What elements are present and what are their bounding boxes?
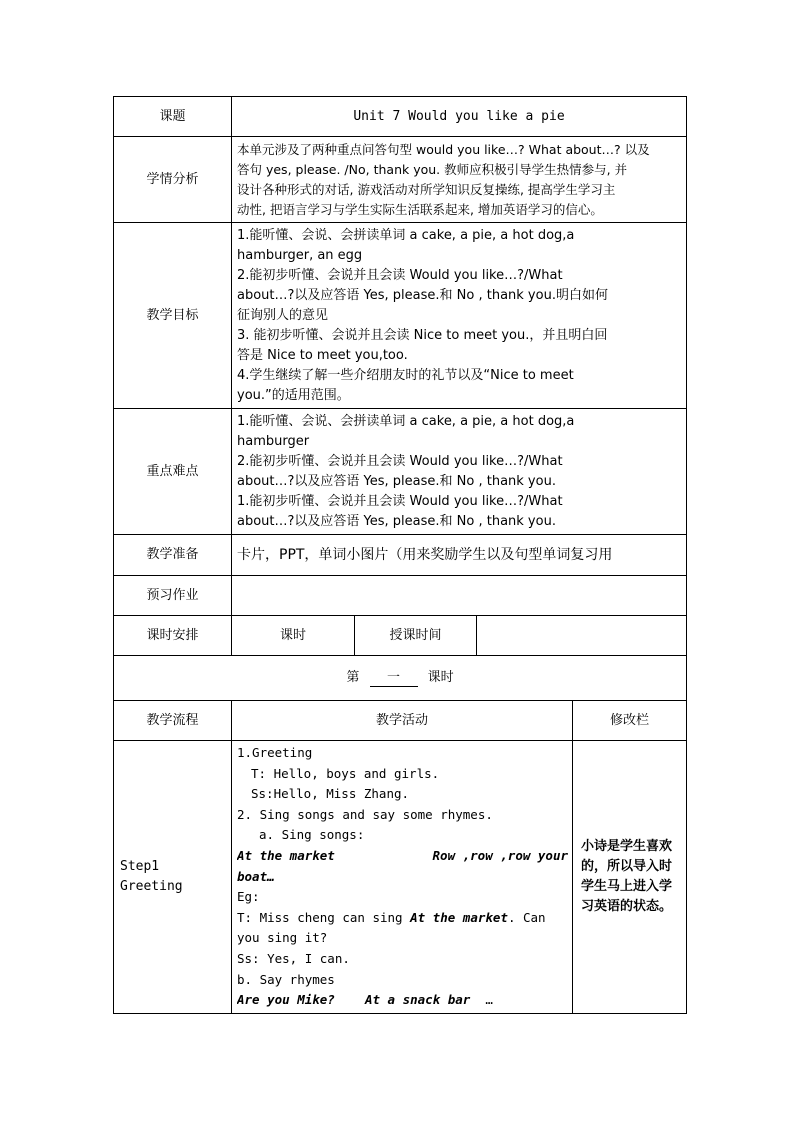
homework-label: 预习作业 bbox=[114, 576, 232, 616]
topic-row bbox=[114, 97, 687, 137]
activity-line: you sing it? bbox=[237, 930, 328, 946]
prep-label: 教学准备 bbox=[114, 535, 232, 576]
process-header: 教学流程 bbox=[114, 701, 232, 741]
period-prefix: 第 bbox=[346, 670, 360, 685]
analysis-row bbox=[114, 137, 687, 223]
schedule-hours-label: 课时 bbox=[232, 616, 355, 656]
goals-line: about…?以及应答语 Yes, please.和 No , thank you.明白如何 bbox=[237, 287, 608, 303]
activity-line: 1.Greeting bbox=[237, 745, 313, 760]
activity-line: Ss:Hello, Miss Zhang. bbox=[251, 786, 410, 802]
activity-line: boat… bbox=[237, 868, 275, 884]
topic-label: 课题 bbox=[114, 97, 232, 137]
prep-value: 卡片，PPT，单词小图片（用来奖励学生以及句型单词复习用 bbox=[232, 535, 687, 576]
activity-line: b. Say rhymes bbox=[237, 971, 335, 987]
song-title: Row ,row ,row your bbox=[432, 847, 568, 863]
goals-label: 教学目标 bbox=[114, 223, 232, 409]
activity-line: Ss: Yes, I can. bbox=[237, 950, 350, 966]
goals-text bbox=[232, 223, 687, 409]
period-row bbox=[114, 656, 687, 701]
key-points-text bbox=[232, 409, 687, 535]
step1-revision-note: 小诗是学生喜欢的，所以导入时学生马上进入学习英语的状态。 bbox=[573, 741, 687, 1014]
period-suffix: 课时 bbox=[427, 670, 454, 685]
activity-header: 教学活动 bbox=[232, 701, 573, 741]
goals-line: 答是 Nice to meet you,too. bbox=[237, 347, 408, 363]
activity-line-example bbox=[237, 908, 568, 929]
goals-line: 征询别人的意见 bbox=[237, 307, 329, 323]
rhyme-title: At a snack bar bbox=[364, 992, 471, 1008]
homework-row bbox=[114, 576, 687, 616]
schedule-time-value bbox=[477, 616, 687, 656]
process-header-row bbox=[114, 701, 687, 741]
activity-line: T: Hello, boys and girls. bbox=[251, 765, 440, 781]
schedule-row bbox=[114, 616, 687, 656]
period-number: 一 bbox=[370, 670, 418, 687]
key-points-line: hamburger bbox=[237, 433, 310, 449]
key-points-line: about…?以及应答语 Yes, please.和 No , thank you. bbox=[237, 473, 556, 489]
step1-label-line: Greeting bbox=[120, 878, 183, 894]
revision-header: 修改栏 bbox=[573, 701, 687, 741]
step1-activity bbox=[232, 741, 573, 1014]
activity-line: a. Sing songs: bbox=[259, 827, 365, 843]
song-title: At the market bbox=[237, 847, 335, 863]
analysis-line: 本单元涉及了两种重点问答句型 would you like…? What about…? 以及 bbox=[237, 141, 650, 157]
activity-line-songs bbox=[237, 846, 568, 867]
homework-value bbox=[232, 576, 687, 616]
key-points-row bbox=[114, 409, 687, 535]
period-heading bbox=[114, 656, 687, 701]
goals-line: 3. 能初步听懂、会说并且会读 Nice to meet you.，并且明白回 bbox=[237, 327, 608, 343]
activity-text: T: Miss cheng can sing bbox=[237, 909, 403, 925]
key-points-line: about…?以及应答语 Yes, please.和 No , thank you. bbox=[237, 513, 556, 529]
goals-line: 1.能听懂、会说、会拼读单词 a cake, a pie, a hot dog,a bbox=[237, 227, 575, 243]
analysis-line: 设计各种形式的对话, 游戏活动对所学知识反复操练, 提高学生学习主 bbox=[237, 181, 616, 197]
key-points-line: 1.能听懂、会说、会拼读单词 a cake, a pie, a hot dog,a bbox=[237, 413, 575, 429]
activity-line: Eg: bbox=[237, 889, 260, 905]
key-points-label: 重点难点 bbox=[114, 409, 232, 535]
activity-text: . Can bbox=[507, 909, 546, 925]
step1-label bbox=[114, 741, 232, 1014]
goals-line: 4.学生继续了解一些介绍朋友时的礼节以及“Nice to meet bbox=[237, 367, 574, 383]
analysis-line: 答句 yes, please. /No, thank you. 教师应积极引导学生热情参与, 并 bbox=[237, 161, 628, 177]
schedule-time-label: 授课时间 bbox=[355, 616, 477, 656]
schedule-label: 课时安排 bbox=[114, 616, 232, 656]
lesson-plan-table bbox=[113, 96, 687, 1014]
activity-line-rhymes bbox=[237, 990, 568, 1011]
prep-row bbox=[114, 535, 687, 576]
goals-line: 2.能初步听懂、会说并且会读 Would you like…?/What bbox=[237, 267, 563, 283]
topic-value: Unit 7 Would you like a pie bbox=[232, 97, 687, 137]
goals-row bbox=[114, 223, 687, 409]
analysis-label: 学情分析 bbox=[114, 137, 232, 223]
step1-row bbox=[114, 741, 687, 1014]
step1-label-line: Step1 bbox=[120, 858, 160, 874]
activity-text: … bbox=[485, 992, 493, 1008]
activity-line: 2. Sing songs and say some rhymes. bbox=[237, 806, 493, 822]
key-points-line: 1.能初步听懂、会说并且会读 Would you like…?/What bbox=[237, 493, 563, 509]
song-title: At the market bbox=[410, 909, 508, 925]
analysis-line: 动性, 把语言学习与学生实际生活联系起来, 增加英语学习的信心。 bbox=[237, 201, 603, 217]
goals-line: hamburger, an egg bbox=[237, 247, 363, 263]
analysis-text bbox=[232, 137, 687, 223]
goals-line: you.”的适用范围。 bbox=[237, 387, 350, 403]
rhyme-title: Are you Mike? bbox=[237, 992, 335, 1008]
key-points-line: 2.能初步听懂、会说并且会读 Would you like…?/What bbox=[237, 453, 563, 469]
